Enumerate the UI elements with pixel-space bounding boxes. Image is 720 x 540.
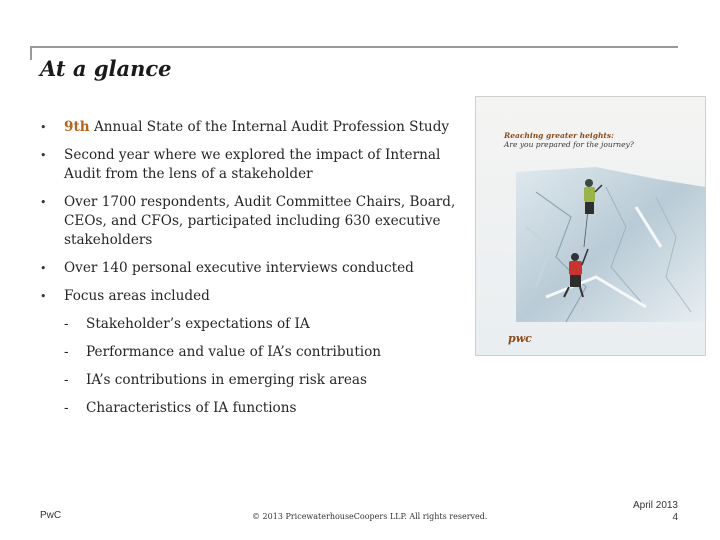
- dash-icon: -: [64, 344, 69, 360]
- bullet-item: [38, 146, 468, 184]
- bullet-text: Second year where we explored the impact of Internal Audit from the lens of a stakeholder: [64, 147, 441, 182]
- dash-icon: -: [64, 372, 69, 388]
- sub-bullet-text: Stakeholder’s expectations of IA: [86, 316, 310, 332]
- bullet-icon: •: [40, 121, 47, 134]
- bullet-item: [38, 118, 468, 137]
- dash-icon: -: [64, 400, 69, 416]
- report-cover-image: [475, 96, 706, 356]
- sub-bullet-item: [64, 371, 468, 390]
- bullet-item: [38, 287, 468, 418]
- bullet-item: [38, 259, 468, 278]
- header-rule: [30, 46, 678, 48]
- sub-bullet-item: [64, 399, 468, 418]
- page-number: 4: [672, 512, 678, 523]
- bullet-text: Annual State of the Internal Audit Profession Study: [89, 119, 450, 135]
- sub-bullet-item: [64, 343, 468, 362]
- cover-title: [504, 131, 694, 149]
- pwc-logo: pwc: [508, 332, 532, 345]
- slide-title: At a glance: [40, 56, 172, 81]
- header-rule-tick: [30, 46, 32, 60]
- sub-bullet-item: [64, 315, 468, 334]
- sub-bullet-list: [64, 315, 468, 418]
- cover-title-line2: Are you prepared for the journey?: [504, 140, 634, 149]
- bullet-text: Over 140 personal executive interviews conducted: [64, 260, 414, 276]
- footer-date-page: [633, 500, 678, 524]
- bullet-icon: •: [40, 262, 47, 275]
- bullet-list: [38, 118, 468, 427]
- bullet-highlight: 9th: [64, 119, 90, 135]
- bullet-icon: •: [40, 196, 47, 209]
- sub-bullet-text: Performance and value of IA’s contribution: [86, 344, 382, 360]
- sub-bullet-text: Characteristics of IA functions: [86, 400, 297, 416]
- cover-title-line1: Reaching greater heights:: [504, 131, 614, 140]
- footer-copyright: © 2013 PricewaterhouseCoopers LLP. All rights reserved.: [252, 512, 488, 521]
- footer-brand: PwC: [40, 510, 62, 521]
- bullet-icon: •: [40, 149, 47, 162]
- bullet-text: Focus areas included: [64, 288, 210, 304]
- bullet-text: Over 1700 respondents, Audit Committee Chairs, Board, CEOs, and CFOs, participated including 630 executive stakeholders: [64, 194, 456, 248]
- dash-icon: -: [64, 316, 69, 332]
- sub-bullet-text: IA’s contributions in emerging risk areas: [86, 372, 368, 388]
- bullet-item: [38, 193, 468, 250]
- bullet-icon: •: [40, 290, 47, 303]
- footer-date: April 2013: [632, 500, 678, 511]
